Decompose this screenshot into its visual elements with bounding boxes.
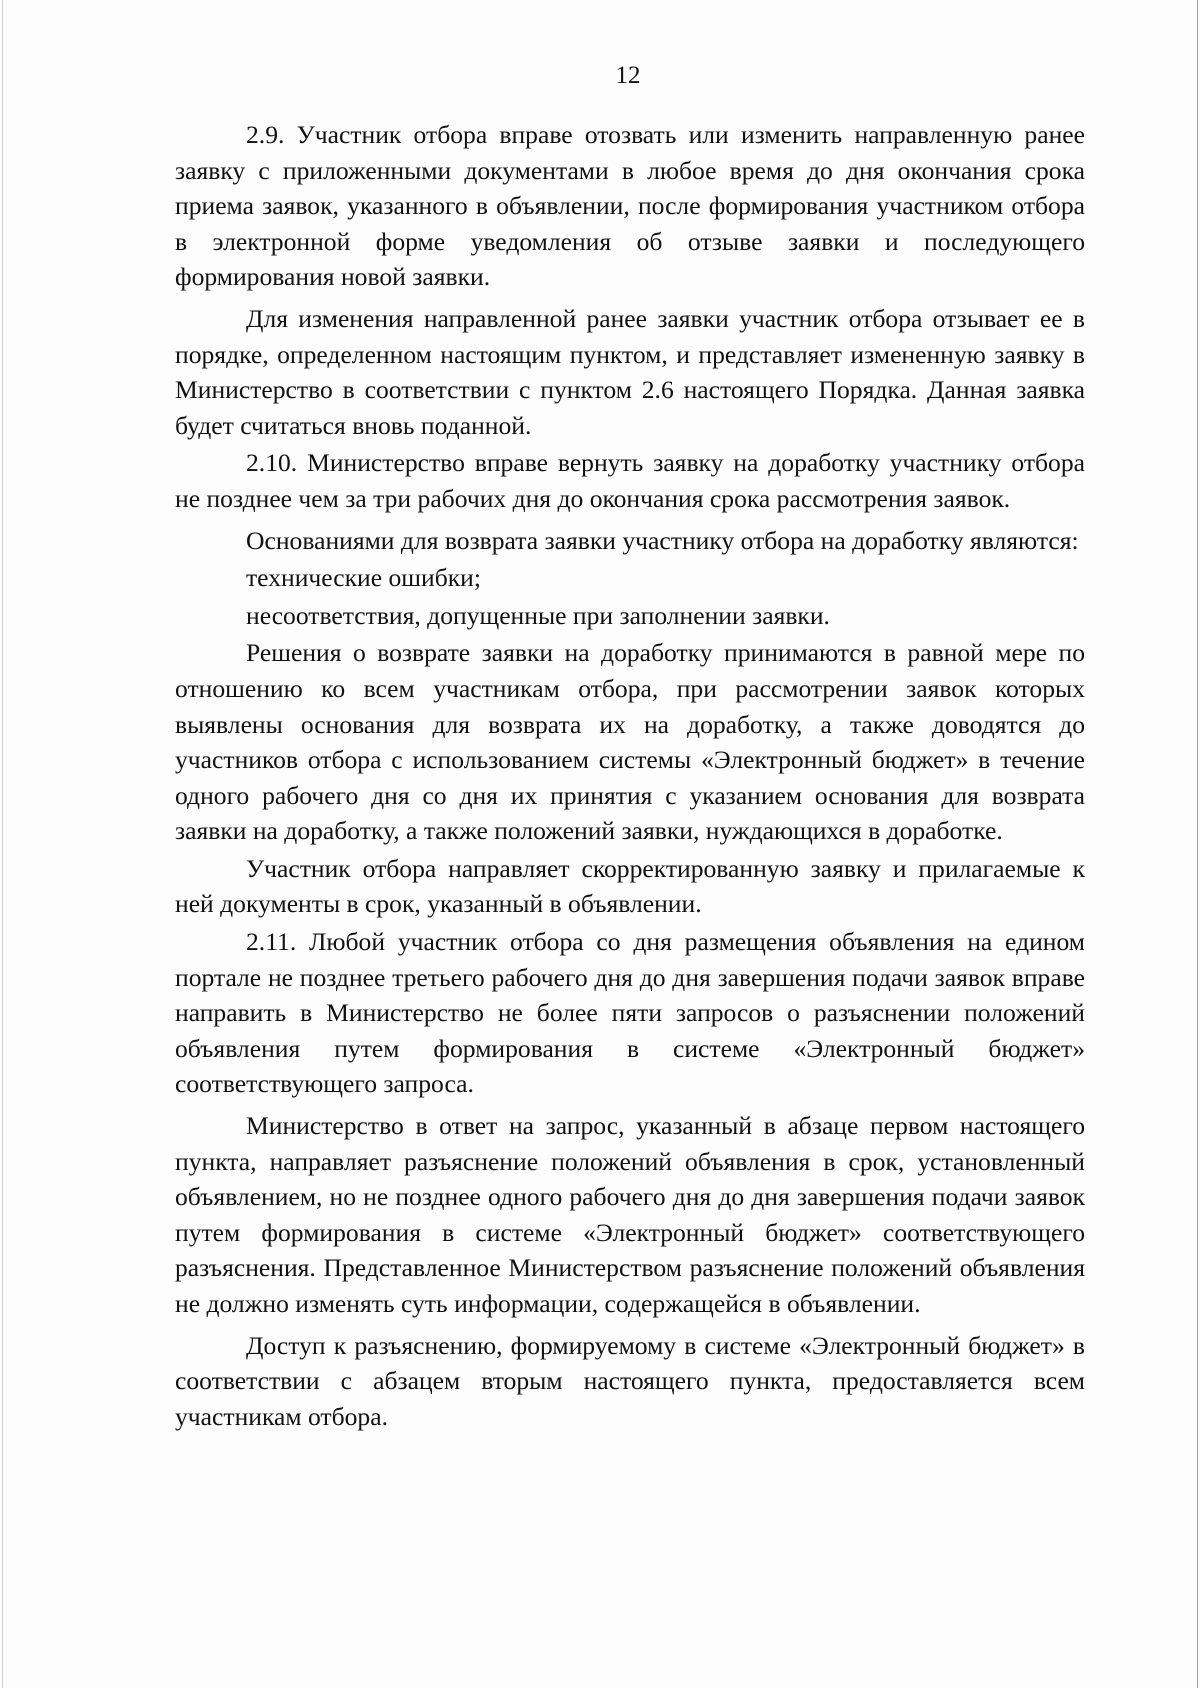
paragraph-return-grounds: Основаниями для возврата заявки участнику отбора на доработку являются: xyxy=(246,525,1079,555)
document-body xyxy=(175,117,1085,1436)
scan-edge-right xyxy=(1197,0,1198,1688)
paragraph-return-decisions: Решения о возврате заявки на доработку принимаются в равной мере по отношению ко всем участникам отбора, при рассмотрении заявок которых выявлены основания для возврата их на доработку, а также доводятся до участников отбора с использованием системы «Электронный бюджет» в течение одного рабочего дня со дня их принятия с указанием основания для возврата заявки на доработку, а также положений заявки, нуждающихся в доработке. xyxy=(175,638,1085,846)
paragraph-corrected-application: Участник отбора направляет скорректированную заявку и прилагаемые к ней документы в срок, указанный в объявлении. xyxy=(175,853,1085,919)
page-number: 12 xyxy=(615,62,641,89)
paragraph-ministry-response: Министерство в ответ на запрос, указанный в абзаце первом настоящего пункта, направляет разъяснение положений объявления в срок, установленный объявлением, но не позднее одного рабочего дня до дня завершения подачи заявок путем формирования в системе «Электронный бюджет» соответствующего разъяснения. Представленное Министерством разъяснение положений объявления не должно изменять суть информации, содержащейся в объявлении. xyxy=(175,1111,1085,1318)
scan-edge-left xyxy=(2,0,3,1688)
paragraph-2-11: 2.11. Любой участник отбора со дня размещения объявления на едином портале не позднее третьего рабочего дня до дня завершения подачи заявок вправе направить в Министерство не более пяти запросов о разъяснении положений объявления путем формирования в системе «Электронный бюджет» соответствующего запроса. xyxy=(175,927,1085,1099)
list-item-technical-errors: технические ошибки; xyxy=(246,563,481,593)
paragraph-access-clarification: Доступ к разъяснению, формируемому в системе «Электронный бюджет» в соответствии с абзацем вторым настоящего пункта, предоставляется всем участникам отбора. xyxy=(175,1330,1085,1431)
paragraph-change-application: Для изменения направленной ранее заявки участник отбора отзывает ее в порядке, определенном настоящим пунктом, и представляет измененную заявку в Министерство в соответствии с пунктом 2.6 настоящего Порядка. Данная заявка будет считаться вновь поданной. xyxy=(175,303,1085,440)
paragraph-2-10: 2.10. Министерство вправе вернуть заявку на доработку участнику отбора не позднее чем за три рабочих дня до окончания срока рассмотрения заявок. xyxy=(175,448,1085,513)
paragraph-2-9: 2.9. Участник отбора вправе отозвать или изменить направленную ранее заявку с приложенными документами в любое время до дня окончания срока приема заявок, указанного в объявлении, после формирования участником отбора в электронной форме уведомления об отзыве заявки и последующего формирования новой заявки. xyxy=(175,120,1085,292)
list-item-inconsistencies: несоответствия, допущенные при заполнении заявки. xyxy=(246,600,830,630)
